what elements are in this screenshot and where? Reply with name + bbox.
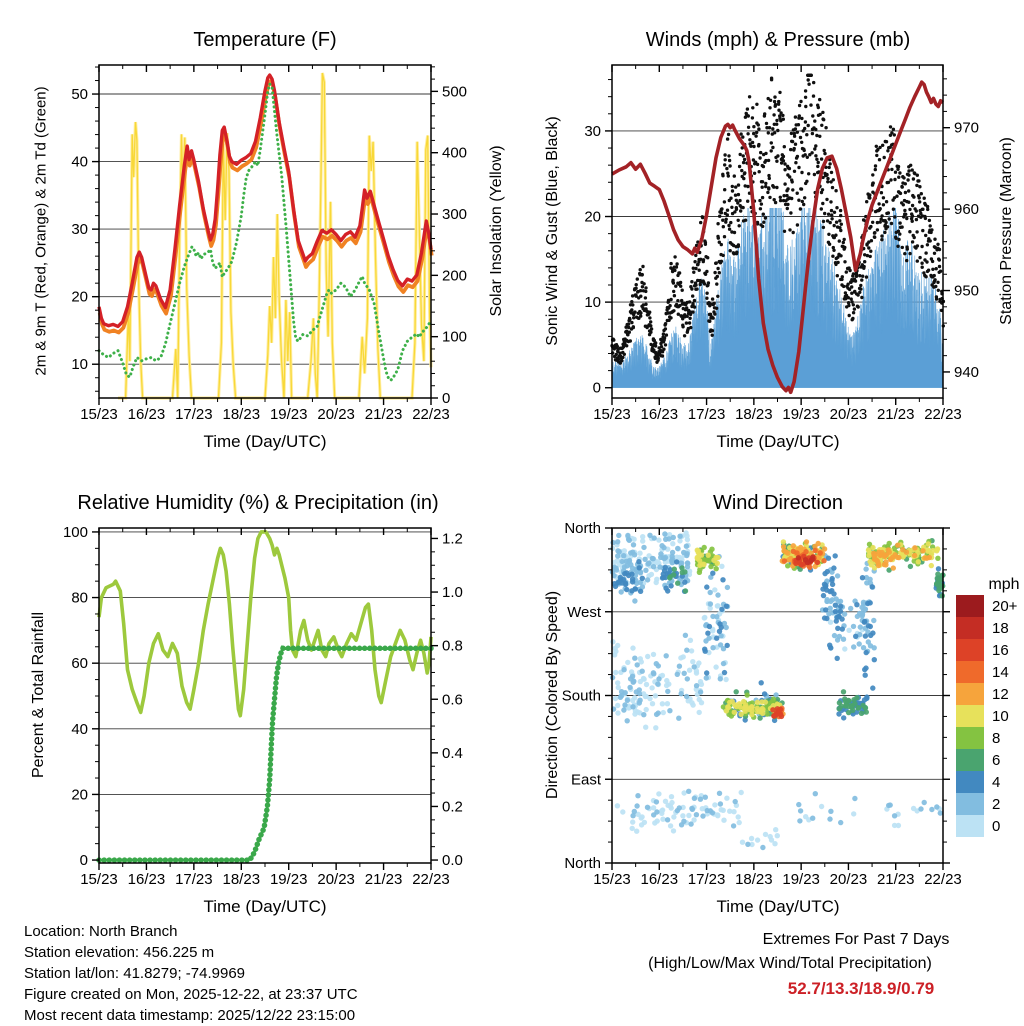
- chart-wind-direction-plot: [562, 520, 1020, 888]
- svg-text:22/23: 22/23: [412, 406, 450, 423]
- svg-text:0.8: 0.8: [442, 637, 463, 655]
- svg-text:15/23: 15/23: [593, 871, 631, 888]
- station-info: [24, 921, 358, 1026]
- svg-text:0: 0: [442, 390, 451, 407]
- svg-text:10: 10: [71, 356, 88, 374]
- chart-rh-precip-plot: [63, 524, 463, 888]
- svg-text:22/23: 22/23: [924, 871, 962, 888]
- svg-text:20: 20: [71, 786, 88, 804]
- station-elevation: Station elevation: 456.225 m: [24, 944, 215, 961]
- svg-text:60: 60: [71, 655, 88, 673]
- svg-text:0.4: 0.4: [442, 744, 463, 762]
- svg-text:21/23: 21/23: [876, 406, 915, 423]
- colorbar-swatch: [956, 661, 984, 683]
- svg-text:22/23: 22/23: [412, 871, 450, 888]
- colorbar-swatch: [956, 771, 984, 793]
- colorbar-swatch: [956, 683, 984, 705]
- svg-text:15/23: 15/23: [593, 406, 631, 423]
- svg-text:18/23: 18/23: [735, 406, 773, 423]
- svg-text:0.6: 0.6: [442, 691, 463, 709]
- svg-text:0.2: 0.2: [442, 798, 463, 816]
- svg-text:North: North: [564, 520, 601, 537]
- chart-temperature-plot: [71, 65, 467, 423]
- yaxis-label-direction-left: Direction (Colored By Speed): [544, 590, 561, 800]
- svg-text:17/23: 17/23: [687, 871, 726, 888]
- chart-title-rh-precip: Relative Humidity (%) & Precipitation (in): [77, 492, 439, 514]
- yaxis-label-rh-left: Percent & Total Rainfall: [30, 611, 47, 779]
- svg-text:80: 80: [71, 589, 88, 607]
- svg-text:0.0: 0.0: [442, 852, 463, 870]
- svg-text:19/23: 19/23: [782, 871, 820, 888]
- svg-text:0: 0: [592, 379, 601, 397]
- svg-text:18/23: 18/23: [222, 871, 261, 888]
- svg-text:500: 500: [442, 83, 468, 101]
- colorbar-swatch: [956, 749, 984, 771]
- station-location: Location: North Branch: [24, 923, 178, 940]
- svg-text:950: 950: [954, 282, 980, 300]
- xaxis-label-winds-pressure: Time (Day/UTC): [716, 432, 840, 451]
- svg-text:1.0: 1.0: [442, 584, 463, 602]
- svg-text:20/23: 20/23: [317, 406, 355, 423]
- svg-text:30: 30: [584, 122, 601, 140]
- svg-text:21/23: 21/23: [364, 871, 403, 888]
- xaxis-label-rh-precip: Time (Day/UTC): [203, 897, 327, 916]
- svg-text:30: 30: [71, 221, 88, 239]
- svg-text:20: 20: [584, 208, 601, 226]
- yaxis-label-temperature-right: Solar Insolation (Yellow): [488, 145, 505, 317]
- svg-text:940: 940: [954, 363, 980, 381]
- station-latlon: Station lat/lon: 41.8279; -74.9969: [24, 965, 246, 982]
- svg-text:14: 14: [992, 664, 1009, 681]
- svg-text:17/23: 17/23: [175, 406, 213, 423]
- chart-title-winds-pressure: Winds (mph) & Pressure (mb): [645, 29, 911, 51]
- colorbar-swatch: [956, 617, 984, 639]
- svg-text:mph: mph: [988, 576, 1020, 593]
- svg-text:18: 18: [992, 620, 1009, 637]
- svg-text:40: 40: [71, 720, 88, 738]
- chart-title-temperature: Temperature (F): [193, 29, 337, 51]
- svg-text:20+: 20+: [992, 598, 1018, 615]
- svg-text:10: 10: [584, 294, 601, 312]
- colorbar-swatch: [956, 815, 984, 837]
- svg-text:20: 20: [71, 288, 88, 306]
- svg-text:1.2: 1.2: [442, 530, 463, 548]
- svg-text:100: 100: [62, 523, 88, 541]
- svg-text:16/23: 16/23: [640, 406, 679, 423]
- svg-text:20/23: 20/23: [829, 406, 868, 423]
- svg-text:22/23: 22/23: [924, 406, 962, 423]
- svg-text:970: 970: [954, 119, 980, 137]
- xaxis-label-wind-direction: Time (Day/UTC): [716, 897, 840, 916]
- svg-text:21/23: 21/23: [364, 406, 403, 423]
- svg-text:300: 300: [442, 206, 468, 224]
- svg-text:960: 960: [954, 201, 980, 219]
- svg-text:0: 0: [79, 852, 88, 870]
- svg-text:10: 10: [992, 708, 1009, 725]
- svg-text:4: 4: [992, 774, 1001, 791]
- svg-text:19/23: 19/23: [269, 871, 308, 888]
- svg-text:20/23: 20/23: [317, 871, 355, 888]
- svg-text:8: 8: [992, 730, 1001, 747]
- svg-text:19/23: 19/23: [782, 406, 820, 423]
- svg-text:12: 12: [992, 686, 1009, 703]
- yaxis-label-pressure-right: Station Pressure (Maroon): [998, 137, 1015, 325]
- svg-text:19/23: 19/23: [269, 406, 308, 423]
- svg-text:20/23: 20/23: [829, 871, 868, 888]
- figure-created: Figure created on Mon, 2025-12-22, at 23:37 UTC: [24, 986, 358, 1003]
- colorbar-swatch: [956, 639, 984, 661]
- svg-text:15/23: 15/23: [80, 871, 118, 888]
- svg-text:16/23: 16/23: [127, 406, 166, 423]
- svg-text:40: 40: [71, 153, 88, 171]
- svg-text:West: West: [567, 603, 601, 621]
- svg-text:17/23: 17/23: [175, 871, 213, 888]
- svg-text:21/23: 21/23: [876, 871, 915, 888]
- xaxis-label-temperature: Time (Day/UTC): [203, 432, 327, 451]
- svg-text:0: 0: [992, 818, 1001, 835]
- svg-text:50: 50: [71, 86, 88, 104]
- data-timestamp: Most recent data timestamp: 2025/12/22 23:15:00: [24, 1007, 356, 1024]
- svg-text:15/23: 15/23: [80, 406, 118, 423]
- svg-text:16/23: 16/23: [640, 871, 679, 888]
- svg-text:18/23: 18/23: [222, 406, 261, 423]
- colorbar-swatch: [956, 793, 984, 815]
- svg-text:17/23: 17/23: [687, 406, 726, 423]
- chart-title-wind-direction: Wind Direction: [712, 492, 844, 514]
- svg-text:16/23: 16/23: [127, 871, 166, 888]
- svg-text:200: 200: [442, 267, 468, 285]
- svg-text:16: 16: [992, 642, 1009, 659]
- svg-text:400: 400: [442, 144, 468, 162]
- svg-text:6: 6: [992, 752, 1001, 769]
- yaxis-label-winds-left: Sonic Wind & Gust (Blue, Black): [544, 116, 561, 346]
- svg-text:18/23: 18/23: [735, 871, 773, 888]
- colorbar-swatch: [956, 727, 984, 749]
- svg-text:South: South: [561, 687, 601, 705]
- svg-text:100: 100: [442, 328, 468, 346]
- colorbar-swatch: [956, 705, 984, 727]
- svg-text:2: 2: [992, 796, 1001, 813]
- svg-text:North: North: [564, 855, 601, 872]
- svg-text:East: East: [570, 771, 601, 789]
- extremes-subtitle: (High/Low/Max Wind/Total Precipitation): [648, 955, 932, 972]
- extremes-values: 52.7/13.3/18.9/0.79: [787, 979, 935, 998]
- yaxis-label-temperature-left: 2m & 9m T (Red, Orange) & 2m Td (Green): [32, 86, 50, 376]
- colorbar-swatch: [956, 595, 984, 617]
- chart-winds-pressure-plot: [584, 65, 979, 423]
- extremes-title: Extremes For Past 7 Days: [762, 931, 950, 948]
